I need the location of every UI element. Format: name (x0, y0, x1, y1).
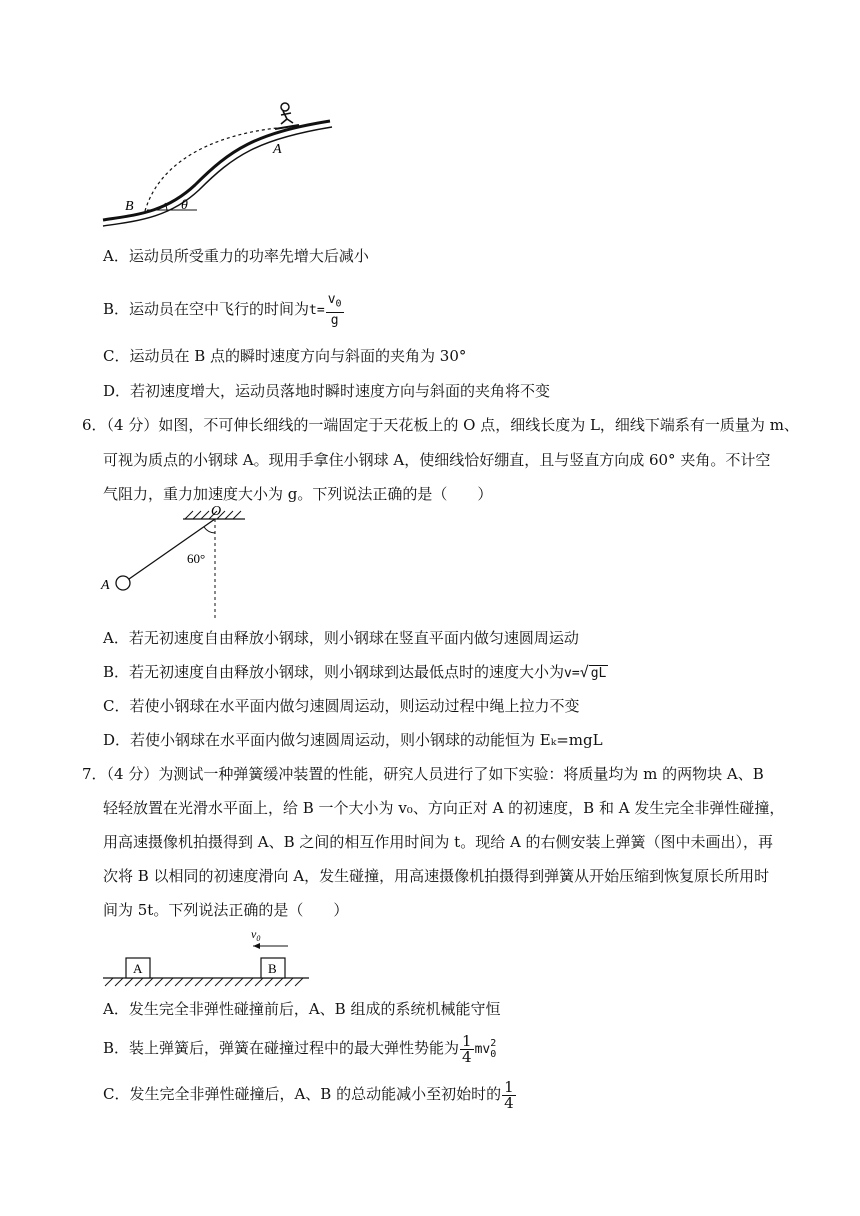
q7-stem-line2: 轻轻放置在光滑水平面上，给 B 一个大小为 v₀、方向正对 A 的初速度，B 和 A 发生完全非弹性碰撞， (103, 799, 785, 817)
label-B: B (125, 199, 134, 214)
q5-option-b-fraction (326, 292, 344, 328)
q5-option-b-num: v (327, 292, 336, 308)
arrow-head-icon (253, 943, 260, 949)
q6-option-b-lhs: v= (564, 666, 580, 681)
label-B: B (268, 961, 277, 976)
label-O: O (211, 505, 222, 519)
label-v0: $v_0$ (251, 927, 261, 943)
q7-option-b-sup: 2 (490, 1038, 497, 1049)
q7-option-b-sub: 0 (490, 1049, 497, 1060)
q7-option-c-fraction (502, 1077, 516, 1112)
q7-option-c-num: 1 (504, 1077, 514, 1096)
q5-option-b-num-sub: 0 (335, 298, 342, 310)
q7-option-a: A．发生完全非弹性碰撞前后，A、B 组成的系统机械能守恒 (103, 1000, 501, 1018)
q7-option-c (103, 1076, 517, 1112)
q7-option-c-den: 4 (504, 1093, 514, 1112)
q7-stem-line5: 间为 5t。下列说法正确的是（ ） (103, 901, 349, 919)
label-A: A (133, 961, 143, 976)
string (129, 519, 215, 579)
q5-option-c: C．运动员在 B 点的瞬时速度方向与斜面的夹角为 30° (103, 347, 467, 365)
q7-stem-line1: 7．（4 分）为测试一种弹簧缓冲装置的性能，研究人员进行了如下实验：将质量均为 m 的两物块 A、B (82, 765, 764, 783)
q6-option-a: A．若无初速度自由释放小钢球，则小钢球在竖直平面内做匀速圆周运动 (103, 629, 579, 647)
skier-icon (275, 103, 299, 129)
q7-option-c-text: C．发生完全非弹性碰撞后，A、B 的总动能减小至初始时的 (103, 1085, 502, 1103)
angle-arc (204, 527, 215, 533)
steel-ball (116, 576, 130, 590)
q6-option-b-text: B．若无初速度自由释放小钢球，则小钢球到达最低点时的速度大小为 (103, 663, 565, 681)
label-A: A (273, 142, 282, 157)
q6-stem-line1: 6．（4 分）如图，不可伸长细线的一端固定于天花板上的 O 点，细线长度为 L，细线下端系有一质量为 m、 (82, 416, 799, 434)
q5-option-a: A．运动员所受重力的功率先增大后减小 (103, 247, 369, 265)
q6-option-d: D．若使小钢球在水平面内做匀速圆周运动，则小钢球的动能恒为 Eₖ=mgL (103, 731, 603, 749)
q7-stem-line3: 用高速摄像机拍摄得到 A、B 之间的相互作用时间为 t。现给 A 的右侧安装上弹簧（图中未画出），再 (103, 833, 774, 851)
q5-option-b (103, 292, 345, 326)
q6-stem-line2: 可视为质点的小钢球 A。现用手拿住小钢球 A，使细线恰好绷直，且与竖直方向成 60° 夹角。不计空 (103, 451, 771, 469)
q6-stem-line3: 气阻力，重力加速度大小为 g。下列说法正确的是（ ） (103, 485, 493, 503)
q5-option-b-den: g (330, 312, 339, 328)
slope-curve (103, 121, 330, 220)
q7-option-b-text: B．装上弹簧后，弹簧在碰撞过程中的最大弹性势能为 (103, 1039, 460, 1057)
q5-option-b-text: B．运动员在空中飞行的时间为 (103, 300, 310, 318)
pendulum-figure (95, 505, 255, 625)
label-A: A (101, 578, 110, 593)
q7-option-b (103, 1030, 496, 1066)
blocks-figure (95, 922, 320, 994)
q5-option-b-lhs: t= (309, 303, 325, 318)
q6-option-c: C．若使小钢球在水平面内做匀速圆周运动，则运动过程中绳上拉力不变 (103, 697, 580, 715)
q7-option-b-num: 1 (462, 1031, 472, 1050)
q7-option-b-tail: mv (474, 1042, 491, 1057)
label-theta: θ (181, 198, 188, 213)
q6-option-b: B．若无初速度自由释放小钢球，则小钢球到达最低点时的速度大小为v=√ gL (103, 663, 607, 681)
q7-option-b-den: 4 (462, 1047, 472, 1066)
q6-option-b-radicand: gL (590, 666, 607, 681)
q7-option-b-fraction (460, 1031, 474, 1066)
label-60deg: 60° (187, 551, 206, 566)
q5-option-d: D．若初速度增大，运动员落地时瞬时速度方向与斜面的夹角将不变 (103, 382, 551, 400)
ground-hatch (105, 978, 303, 986)
q7-stem-line4: 次将 B 以相同的初速度滑向 A，发生碰撞，用高速摄像机拍摄得到弹簧从开始压缩到恢复原长所用时 (103, 867, 770, 885)
ski-slope-figure (95, 95, 345, 230)
